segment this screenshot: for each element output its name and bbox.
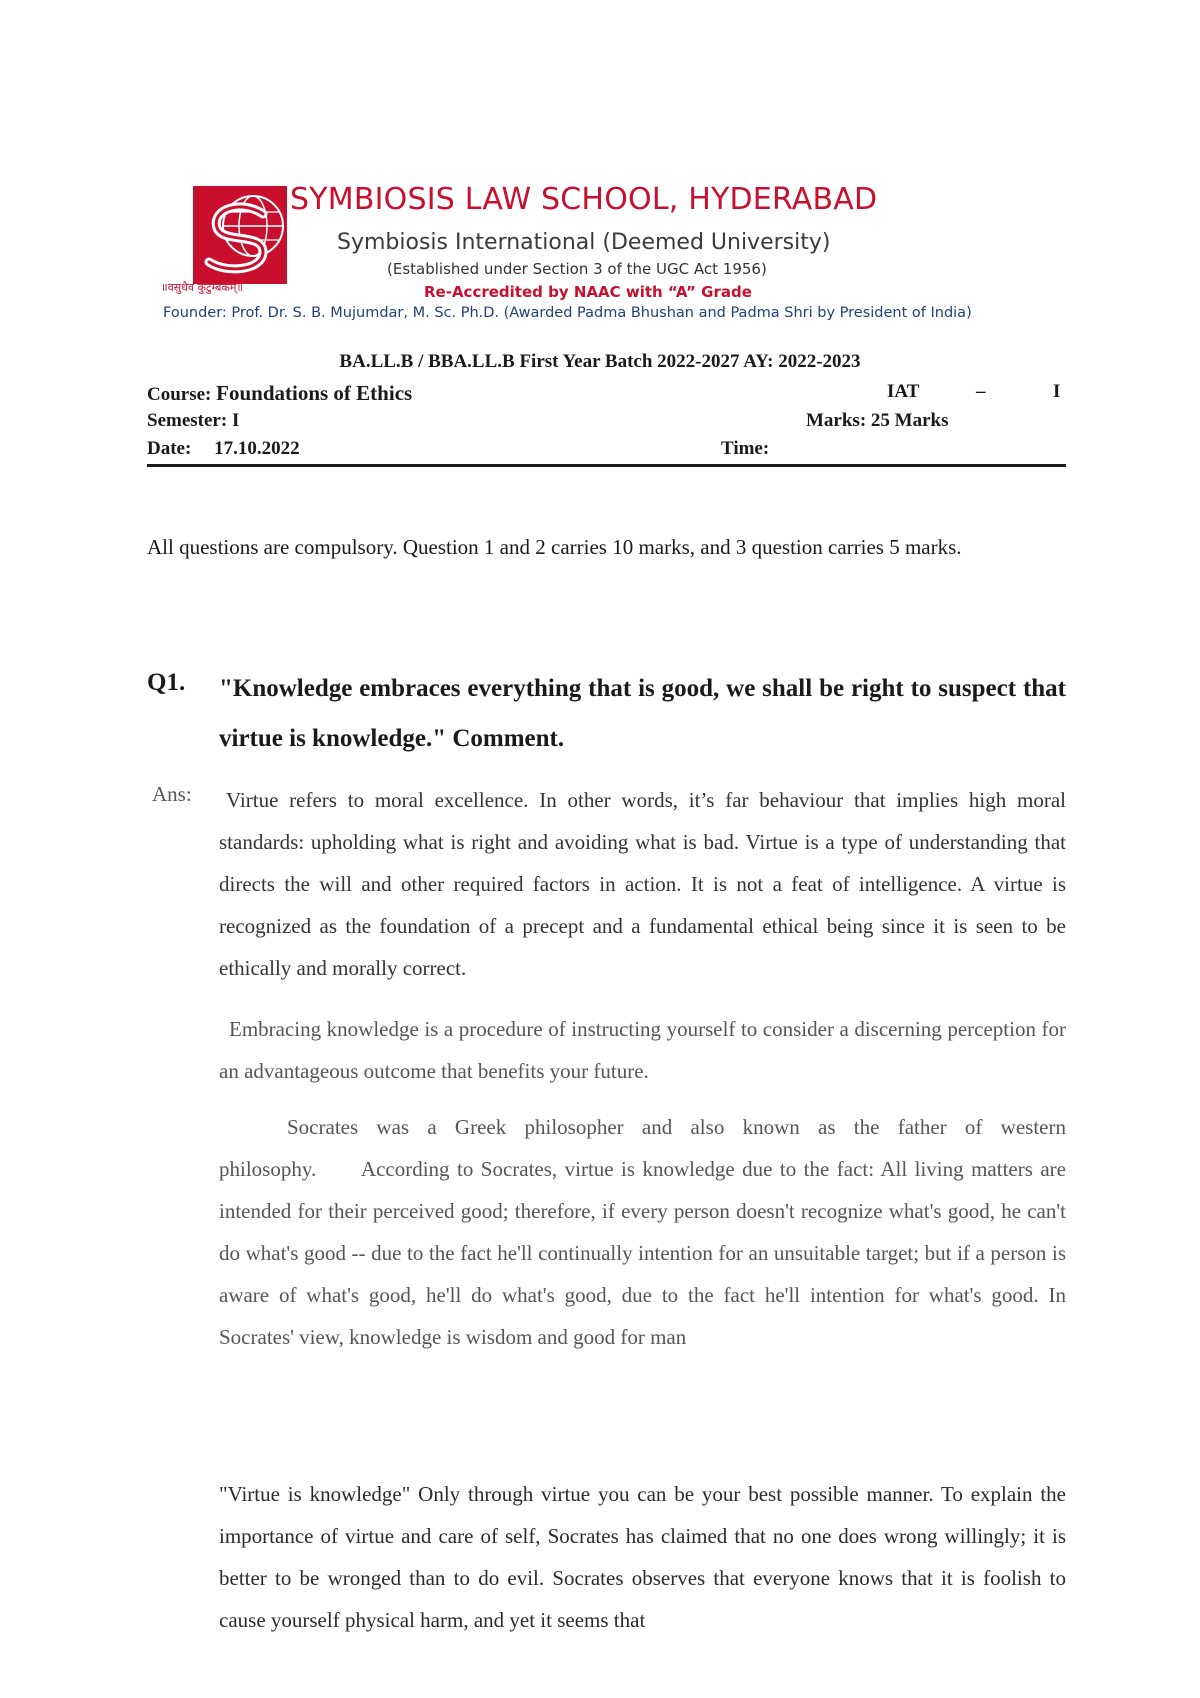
- answer-paragraph: Socrates was a Greek philosopher and also known as the father of western philosophy. According to Socrates, virtue is knowledge due to the fact: All living matters are intended for their perceived good; therefore, if every person doesn't recognize what's good, he can't do what's good -- due to the fact he'll continually intention for an unsuitable target; but if a person is aware of what's good, he'll do what's good, due to the fact he'll intention for what's good. In Socrates' view, knowledge is wisdom and good for man: [219, 1115, 1066, 1349]
- question-number: Q1.: [147, 669, 186, 696]
- institution-name: SYMBIOSIS LAW SCHOOL, HYDERABAD: [290, 182, 878, 217]
- semester-value: I: [231, 410, 240, 431]
- instructions: All questions are compulsory. Question 1 and 2 carries 10 marks, and 3 question carries 5 marks.: [147, 535, 962, 559]
- iat-dash: –: [976, 381, 986, 402]
- marks-field: [806, 410, 948, 432]
- course-label: Course:: [147, 384, 212, 405]
- date-field: [147, 438, 300, 460]
- answer-paragraph: Virtue refers to moral excellence. In other words, it’s far behaviour that implies high moral standards: upholding what is right and avoiding what is bad. Virtue is a type of understanding that directs the will and other required factors in action. It is not a feat of intelligence. A virtue is recognized as the foundation of a precept and a fundamental ethical being since it is seen to be ethically and morally correct.: [219, 788, 1066, 980]
- university-name: Symbiosis International (Deemed University): [337, 230, 831, 255]
- accreditation-note: Re-Accredited by NAAC with “A” Grade: [424, 283, 752, 301]
- establishment-note: (Established under Section 3 of the UGC Act 1956): [387, 260, 767, 278]
- batch-line: BA.LL.B / BBA.LL.B First Year Batch 2022-2027 AY: 2022-2023: [339, 351, 861, 372]
- iat-label: IAT: [887, 381, 920, 402]
- symbiosis-logo-icon: [193, 186, 287, 284]
- date-value: 17.10.2022: [214, 438, 300, 459]
- semester-field: [147, 410, 239, 432]
- marks-label: Marks:: [806, 410, 867, 431]
- header-divider: [147, 464, 1066, 467]
- sanskrit-motto: ॥वसुधैव कुटुम्बकम्॥: [161, 281, 243, 294]
- answer-label: Ans:: [152, 782, 192, 806]
- time-label: Time:: [721, 438, 770, 459]
- marks-value: 25 Marks: [870, 410, 949, 431]
- course-value: Foundations of Ethics: [216, 381, 413, 405]
- course-field: [147, 381, 412, 406]
- founder-line: Founder: Prof. Dr. S. B. Mujumdar, M. Sc. Ph.D. (Awarded Padma Bhushan and Padma Shri by President of India): [163, 305, 972, 321]
- semester-label: Semester:: [147, 410, 228, 431]
- question-text: "Knowledge embraces everything that is good, we shall be right to suspect that virtue is knowledge." Comment.: [219, 675, 1066, 752]
- date-label: Date:: [147, 438, 192, 459]
- iat-value: I: [1053, 381, 1061, 402]
- answer-paragraph: "Virtue is knowledge" Only through virtue you can be your best possible manner. To explain the importance of virtue and care of self, Socrates has claimed that no one does wrong willingly; it is better to be wronged than to do evil. Socrates observes that everyone knows that it is foolish to cause yourself physical harm, and yet it seems that: [219, 1482, 1066, 1632]
- answer-paragraph: Embracing knowledge is a procedure of instructing yourself to consider a discerning perception for an advantageous outcome that benefits your future.: [219, 1017, 1066, 1083]
- institution-header: [147, 178, 1007, 328]
